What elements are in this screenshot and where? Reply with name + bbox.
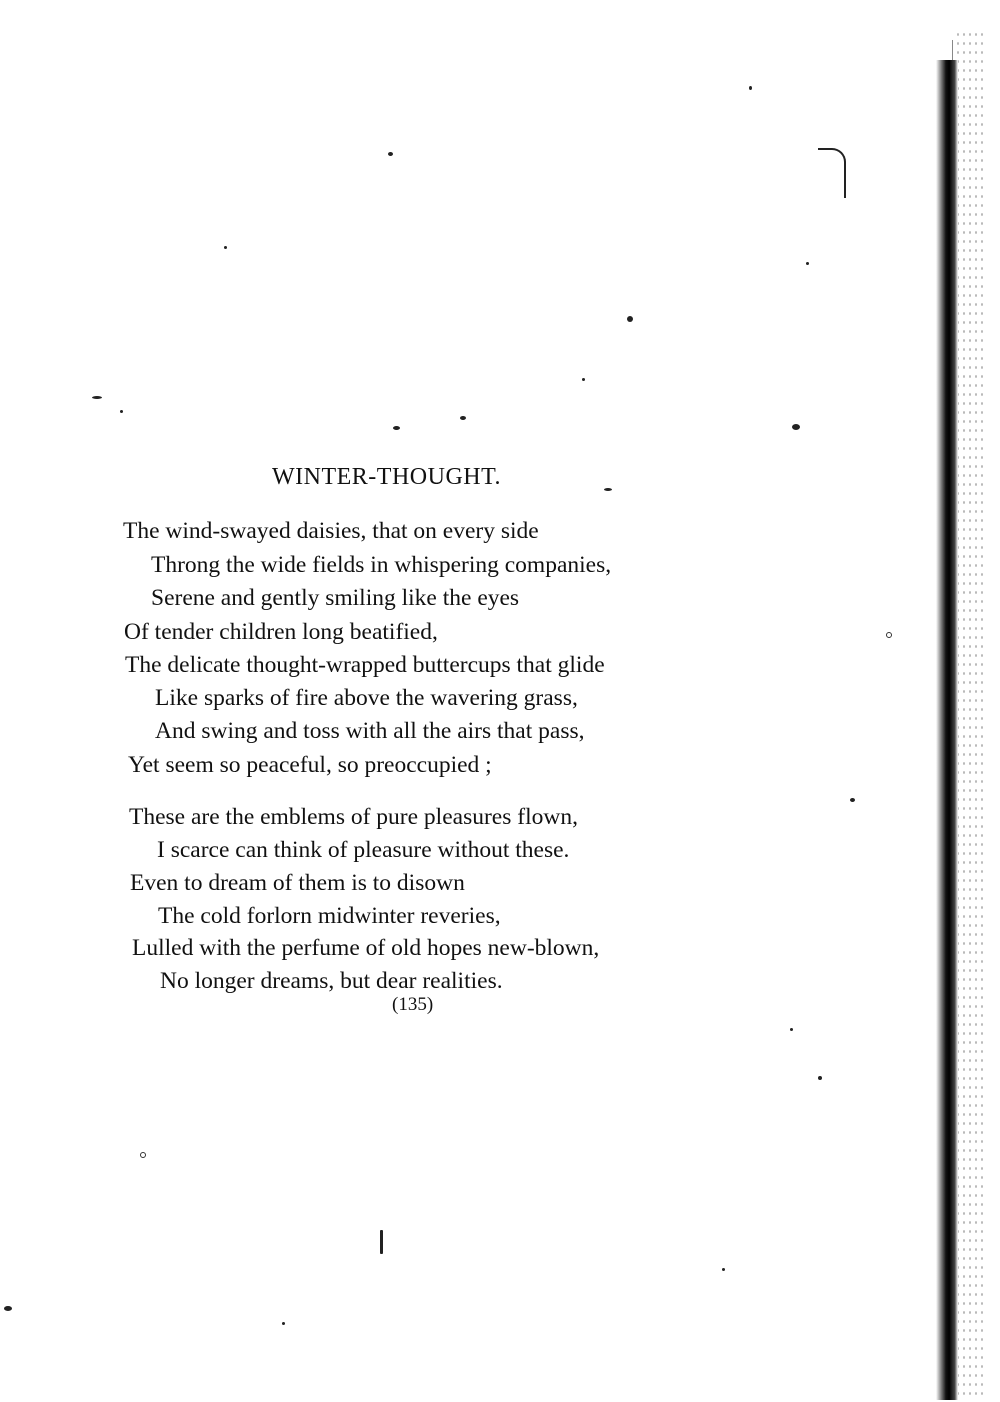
scan-speck xyxy=(388,152,393,156)
poem-line: Like sparks of fire above the wavering grass, xyxy=(155,685,578,711)
scan-speck xyxy=(722,1268,725,1271)
scan-speck xyxy=(393,426,400,430)
scan-speck xyxy=(850,798,855,802)
page-number: (135) xyxy=(392,994,434,1015)
scan-speck xyxy=(140,1152,146,1158)
scan-speck xyxy=(604,488,612,491)
poem-line: These are the emblems of pure pleasures flown, xyxy=(129,804,578,830)
poem-line: I scarce can think of pleasure without these. xyxy=(157,837,570,863)
scan-speck xyxy=(749,86,752,90)
poem-title: WINTER-THOUGHT. xyxy=(272,464,501,490)
scan-speck xyxy=(224,246,227,249)
scan-speck xyxy=(582,378,585,381)
poem-line: Of tender children long beatified, xyxy=(124,619,438,645)
scan-speck xyxy=(460,416,466,420)
scan-speck xyxy=(627,316,633,322)
scan-speck xyxy=(4,1306,12,1311)
scan-speck xyxy=(792,424,800,430)
scan-speck xyxy=(790,1028,793,1031)
binding-speckle xyxy=(955,30,985,1400)
scan-speck xyxy=(380,1230,383,1254)
poem-line: The wind-swayed daisies, that on every side xyxy=(123,518,539,544)
scan-speck xyxy=(120,410,123,413)
scan-speck xyxy=(92,396,102,399)
poem-line: The delicate thought-wrapped buttercups that glide xyxy=(125,652,605,678)
scan-speck xyxy=(886,632,892,638)
scan-speck xyxy=(282,1322,285,1325)
poem-line: Serene and gently smiling like the eyes xyxy=(151,585,520,611)
binding-gutter xyxy=(936,60,958,1400)
poem-line: No longer dreams, but dear realities. xyxy=(160,968,503,994)
scan-speck xyxy=(818,1076,822,1080)
scan-speck xyxy=(806,262,809,265)
page-mark xyxy=(818,148,846,198)
poem-line: Yet seem so peaceful, so preoccupied ; xyxy=(128,752,492,778)
poem-line: Throng the wide fields in whispering companies, xyxy=(151,552,612,578)
poem-line: The cold forlorn midwinter reveries, xyxy=(158,903,501,929)
poem-line: Lulled with the perfume of old hopes new-blown, xyxy=(132,935,600,961)
poem-line: And swing and toss with all the airs that pass, xyxy=(155,718,585,744)
poem-line: Even to dream of them is to disown xyxy=(130,870,465,896)
